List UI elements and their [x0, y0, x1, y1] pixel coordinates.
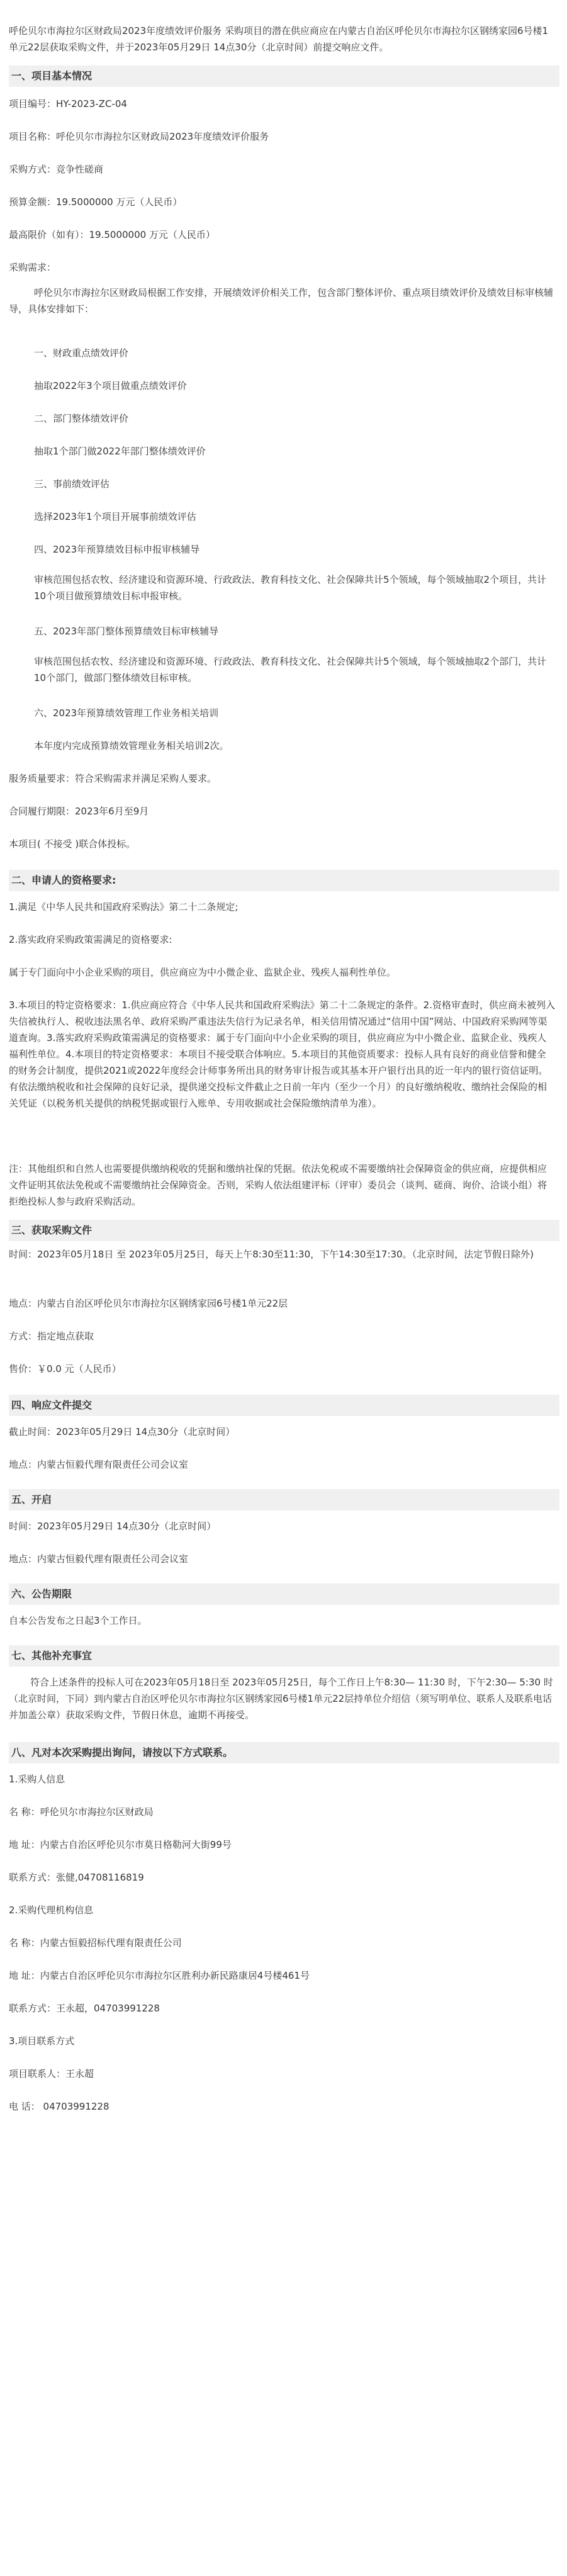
contact-agency-title: 2.采购代理机构信息	[9, 1904, 94, 1916]
obtain-price: 售价：￥0.0 元（人民币）	[9, 1363, 121, 1375]
needs-item-4: 四、2023年预算绩效目标申报审核辅导	[34, 544, 200, 555]
contact-agency-phone: 联系方式：王永超，04703991228	[9, 2003, 160, 2014]
project-name: 项目名称：呼伦贝尔市海拉尔区财政局2023年度绩效评价服务	[9, 131, 269, 142]
contact-purchaser-address: 地 址：内蒙古自治区呼伦贝尔市莫日格勒河大街99号	[9, 1839, 232, 1850]
section-heading-contact: 八、凡对本次采购提出询问，请按以下方式联系。	[9, 1742, 559, 1763]
obtain-time: 时间：2023年05月18日 至 2023年05月25日，每天上午8:30至11:30，下午14:30至17:30。（北京时间，法定节假日除外)	[9, 1249, 534, 1260]
contact-project-person: 项目联系人：王永超	[9, 2068, 94, 2079]
needs-title: 采购需求：	[9, 262, 57, 273]
obtain-method: 方式：指定地点获取	[9, 1330, 94, 1342]
service-quality: 服务质量要求：符合采购需求并满足采购人要求。	[9, 773, 217, 784]
contact-agency-name: 名 称：内蒙古恒毅招标代理有限责任公司	[9, 1937, 182, 1949]
contact-agency-address: 地 址：内蒙古自治区呼伦贝尔市海拉尔区胜利办新民路康居4号楼461号	[9, 1970, 310, 1981]
open-time: 时间：2023年05月29日 14点30分（北京时间）	[9, 1521, 216, 1532]
procurement-method: 采购方式：竞争性磋商	[9, 164, 104, 175]
section-heading-qualification: 二、申请人的资格要求:	[9, 870, 559, 891]
submit-deadline: 截止时间：2023年05月29日 14点30分（北京时间）	[9, 1426, 235, 1437]
contract-period: 合同履行期限：2023年6月至9月	[9, 806, 149, 817]
contact-purchaser-phone: 联系方式：张健,04708116819	[9, 1872, 144, 1883]
qual-1: 1.满足《中华人民共和国政府采购法》第二十二条规定;	[9, 901, 239, 913]
max-price: 最高限价（如有）：19.5000000 万元（人民币）	[9, 229, 215, 240]
qual-3-note: 注：其他组织和自然人也需要提供缴纳税收的凭据和缴纳社保的凭据。依法免税或不需要缴纳社会保障资金的供应商，应提供相应文件证明其依法免税或不需要缴纳社会保障资金。否则，采购人依法组建评标（评审）委员会（谈判、磋商、询价、洽谈小组）将拒绝投标人参与政府采购活动。	[9, 1163, 547, 1207]
needs-item-2-detail: 抽取1个部门做2022年部门整体绩效评价	[34, 446, 206, 457]
needs-item-3: 三、事前绩效评估	[34, 478, 110, 490]
needs-intro: 呼伦贝尔市海拉尔区财政局根据工作安排，开展绩效评价相关工作，包含部门整体评价、重点项目绩效评价及绩效目标审核辅导，具体安排如下：	[9, 287, 554, 315]
qual-2-detail: 属于专门面向中小企业采购的项目，供应商应为中小微企业、监狱企业、残疾人福利性单位。	[9, 967, 396, 978]
qual-2: 2.落实政府采购政策需满足的资格要求:	[9, 934, 172, 945]
other-matters: 符合上述条件的投标人可在2023年05月18日至 2023年05月25日，每个工作日上午8:30— 11:30 时，下午2:30— 5:30 时（北京时间，下同）到内蒙古自治区呼伦贝尔市海拉尔区钢绣家园6号楼1单元22层持单位介绍信（须写明单位、联系人及联系电话并加盖公章）获取采购文件，节假日休息，逾期不再接受。	[9, 1677, 553, 1721]
needs-item-4-detail: 审核范围包括农牧、经济建设和资源环境、行政政法、教育科技文化、社会保障共计5个领域，每个领域抽取2个项目，共计10个项目做预算绩效目标申报审核。	[34, 574, 547, 602]
contact-project-phone: 电 话： 04703991228	[9, 2101, 109, 2112]
section-heading-open: 五、开启	[9, 1489, 559, 1510]
needs-item-1-detail: 抽取2022年3个项目做重点绩效评价	[34, 380, 187, 391]
qual-3: 3.本项目的特定资格要求：1.供应商应符合《中华人民共和国政府采购法》第二十二条规定的条件。2.资格审查时，供应商未被列入失信被执行人、税收违法黑名单、政府采购严重违法失信行为记录名单，相关信用情况通过“信用中国”网站、中国政府采购网等渠道查询。3.落实政府采购政策需满足的资格要求：属于专门面向中小企业采购的项目，供应商应为中小微企业、监狱企业、残疾人福利性单位。4.本项目的特定资格要求：本项目不接受联合体响应。5.本项目的其他资质要求：投标人具有良好的商业信誉和健全的财务会计制度，提供2021或2022年度经会计师事务所出具的财务审计报告或其基本开户银行出具的近一年内的银行资信证明。有依法缴纳税收和社会保障的良好记录，提供递交投标文件截止之日前一年内（至少一个月）的良好缴纳税收、缴纳社会保险的相关凭证（以税务机关提供的纳税凭据或银行入账单、专用收据或社会保险缴纳清单为准）。	[9, 999, 555, 1109]
needs-item-6: 六、2023年预算绩效管理工作业务相关培训	[34, 707, 219, 719]
section-heading-obtain: 三、获取采购文件	[9, 1220, 559, 1241]
submit-place: 地点：内蒙古恒毅代理有限责任公司会议室	[9, 1459, 189, 1470]
obtain-place: 地点：内蒙古自治区呼伦贝尔市海拉尔区钢绣家园6号楼1单元22层	[9, 1298, 288, 1309]
section-heading-submit: 四、响应文件提交	[9, 1395, 559, 1416]
contact-purchaser-title: 1.采购人信息	[9, 1774, 65, 1785]
contact-purchaser-name: 名 称：呼伦贝尔市海拉尔区财政局	[9, 1806, 154, 1818]
notice-period: 自本公告发布之日起3个工作日。	[9, 1615, 147, 1626]
section-heading-other: 七、其他补充事宜	[9, 1645, 559, 1667]
consortium-note: 本项目( 不接受 )联合体投标。	[9, 838, 136, 850]
needs-item-5: 五、2023年部门整体预算绩效目标审核辅导	[34, 626, 219, 637]
project-number: 项目编号：HY-2023-ZC-04	[9, 98, 127, 110]
open-place: 地点：内蒙古恒毅代理有限责任公司会议室	[9, 1553, 189, 1565]
budget-amount: 预算金额：19.5000000 万元（人民币）	[9, 196, 182, 208]
section-heading-project: 一、项目基本情况	[9, 65, 559, 87]
intro-paragraph: 呼伦贝尔市海拉尔区财政局2023年度绩效评价服务 采购项目的潜在供应商应在内蒙古自治区呼伦贝尔市海拉尔区钢绣家园6号楼1单元22层获取采购文件，并于2023年05月29日 14点30分（北京时间）前提交响应文件。	[9, 25, 549, 53]
section-heading-notice: 六、公告期限	[9, 1583, 559, 1605]
needs-item-6-detail: 本年度内完成预算绩效管理业务相关培训2次。	[34, 740, 229, 751]
needs-item-5-detail: 审核范围包括农牧、经济建设和资源环境、行政政法、教育科技文化、社会保障共计5个领域，每个领域抽取2个部门，共计10个部门，做部门整体绩效目标审核。	[34, 656, 547, 683]
needs-item-3-detail: 选择2023年1个项目开展事前绩效评估	[34, 511, 196, 522]
needs-item-1: 一、财政重点绩效评价	[34, 347, 129, 359]
contact-project-title: 3.项目联系方式	[9, 2035, 75, 2047]
needs-item-2: 二、部门整体绩效评价	[34, 413, 129, 424]
